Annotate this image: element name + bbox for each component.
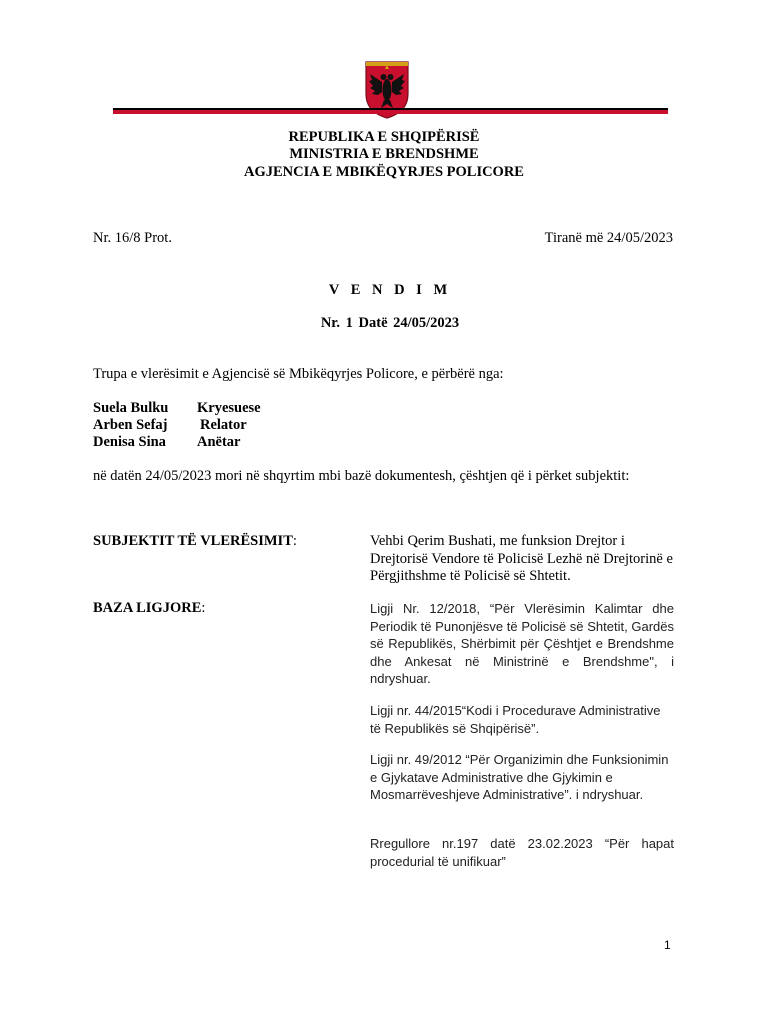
member-name: Suela Bulku [93,400,169,416]
member-row [93,417,261,434]
member-name: Arben Sefaj [93,417,168,433]
legal-basis-text: Rregullore nr.197 datë 23.02.2023 “Për hapat procedurial të unifikuar” [370,836,674,869]
legal-basis-item [370,702,674,737]
subject-label-text: SUBJEKTIT TË VLERËSIMIT [93,533,293,549]
institution-ministry: MINISTRIA E BRENDSHME [289,146,479,162]
protocol-number: Nr. 16/8 Prot. [93,230,172,246]
subject-value [370,533,674,586]
reference-line [93,230,673,247]
legal-basis-label-text: BAZA LIGJORE [93,600,202,616]
member-row [93,400,261,417]
legal-basis-text: Ligji nr. 44/2015“Kodi i Procedurave Administrative të Republikës së Shqipërisë”. [370,703,661,736]
institution-agency: AGJENCIA E MBIKËQYRJES POLICORE [244,164,524,180]
member-name: Denisa Sina [93,434,166,450]
legal-basis-item [370,751,674,804]
institution-republic: REPUBLIKA E SHQIPËRISË [288,129,480,145]
member-row [93,434,261,451]
legal-basis-text: Ligji nr. 49/2012 “Për Organizimin dhe Funksionimin e Gjykatave Administrative dhe Gjykimin e Mosmarrëveshjeve Administrative”. i ndryshuar. [370,752,669,802]
subject-label [93,533,297,550]
legal-basis-item [370,835,674,870]
member-role: Anëtar [197,434,241,450]
legal-basis-label-colon: : [201,600,206,616]
legal-basis-item [370,600,674,688]
legal-basis-text: Ligji Nr. 12/2018, “Për Vlerësimin Kalimtar dhe Periodik të Punonjësve të Policisë së Shtetit, Gardës së Republikës, Shërbimit për Çështjet e Brendshme dhe Ankesat në Ministrinë e Brendshme", i ndryshuar. [370,601,674,686]
page-number: 1 [664,938,671,952]
review-line: në datën 24/05/2023 mori në shqyrtim mbi bazë dokumentesh, çështjen që i përket subjektit: [93,468,630,484]
place-date: Tiranë më 24/05/2023 [544,230,673,246]
decision-number: Nr. 1 Datë 24/05/2023 [320,315,460,331]
legal-basis-label [93,600,205,617]
decision-title: V E N D I M [328,282,452,298]
intro-text: Trupa e vlerësimit e Agjencisë së Mbikëqyrjes Policore, e përbërë nga: [93,366,504,382]
subject-label-colon: : [292,533,297,549]
header-rule-red [113,110,668,114]
member-role: Relator [200,417,247,433]
panel-members [93,400,261,451]
member-role: Kryesuese [197,400,261,416]
subject-text: Vehbi Qerim Bushati, me funksion Drejtor i Drejtorisë Vendore të Policisë Lezhë në Drejtorinë e Përgjithshme të Policisë së Shtetit. [370,533,673,584]
